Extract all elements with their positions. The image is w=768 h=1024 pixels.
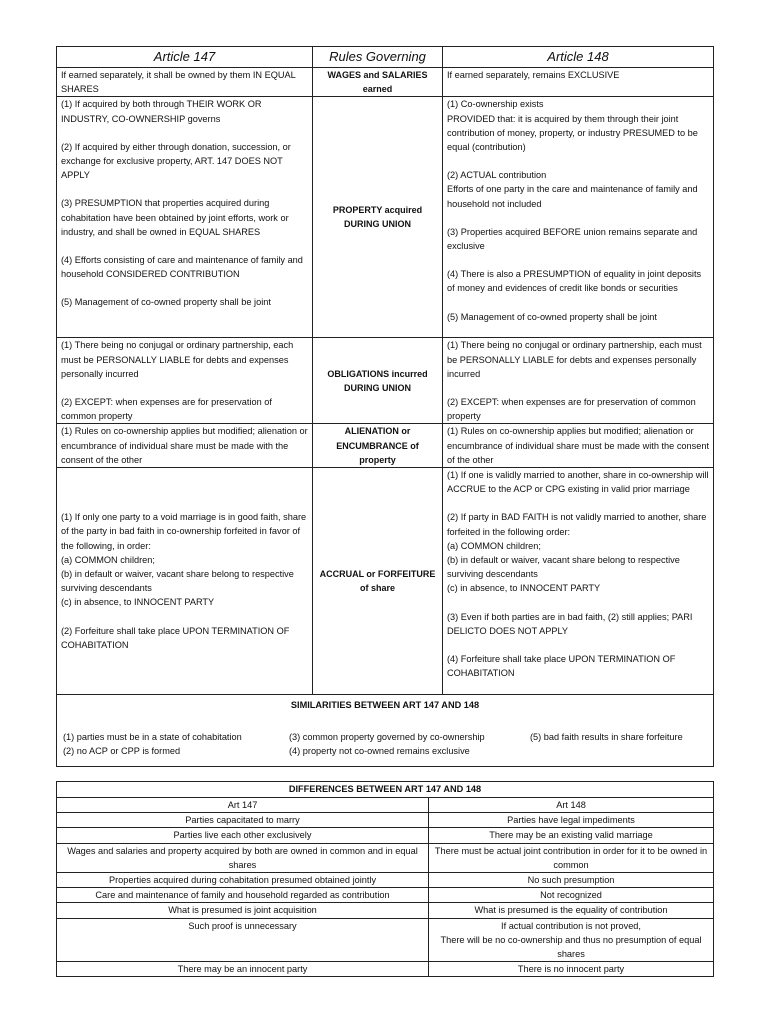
differences-header-art148: Art 148 [429,798,714,813]
similarities-list [57,712,713,766]
difference-art148: There may be an existing valid marriage [429,828,714,843]
property-art147-point-1: (1) If acquired by both through THEIR WORK OR INDUSTRY, CO-OWNERSHIP governs [61,99,262,124]
wages-art147: If earned separately, it shall be owned by them IN EQUAL SHARES [57,68,313,97]
table-row [57,828,714,843]
property-art148-point-3: (3) Properties acquired BEFORE union remains separate and exclusive [447,226,698,252]
row-property [57,97,714,338]
property-art148-point-5: (5) Management of co-owned property shall be joint [447,311,657,322]
differences-table [56,781,714,977]
difference-art147: Such proof is unnecessary [57,918,429,962]
accrual-art147-point-1: (1) If only one party to a void marriage is in good faith, share of the party in bad faith in co-ownership forfeited in favor of the following, in order: (a) COMMON children; (b) in default or waiver, vacant share belong to respective surviving descendants (c) in absence, to INNOCENT PARTY [61,512,307,608]
difference-art147: What is presumed is joint acquisition [57,903,429,918]
property-art147 [57,97,313,338]
row-accrual [57,468,714,695]
differences-title-row [57,782,714,798]
difference-art147: Care and maintenance of family and household regarded as contribution [57,888,429,903]
comparison-document [56,46,713,977]
table-row [57,843,714,872]
obligations-art148-point-1: (1) There being no conjugal or ordinary partnership, each must be PERSONALLY LIABLE for debts and expenses personally incurred [447,340,702,379]
table-row [57,813,714,828]
similarities-section [57,695,714,767]
header-article-148: Article 148 [443,47,714,68]
table-row [57,903,714,918]
accrual-art148-point-4: (4) Forfeiture shall take place UPON TERMINATION OF COHABITATION [447,654,676,679]
wages-art148: If earned separately, remains EXCLUSIVE [443,68,714,97]
obligations-art147 [57,338,313,424]
property-art148-point-2: (2) ACTUAL contribution Efforts of one party in the care and maintenance of family and household not included [447,170,698,209]
accrual-art148-point-3: (3) Even if both parties are in bad faith, (2) still applies; PARI DELICTO DOES NOT APPLY [447,611,693,636]
alienation-art147: (1) Rules on co-ownership applies but modified; alienation or encumbrance of individual share must be made with the consent of the other [57,424,313,468]
row-alienation [57,424,714,468]
obligations-art147-point-2: (2) EXCEPT: when expenses are for preservation of common property [61,397,272,422]
property-art148-point-1: (1) Co-ownership exists PROVIDED that: it is acquired by them through their joint contribution of money, property, or industry PRESUMED to be equal (contribution) [447,99,698,153]
property-art148-point-4: (4) There is also a PRESUMPTION of equality in joint deposits of money and evidences of credit like bonds or securities [447,269,702,294]
difference-art148: There is no innocent party [429,962,714,977]
differences-header-art147: Art 147 [57,798,429,813]
difference-art148: Parties have legal impediments [429,813,714,828]
similarity-item: (4) property not co-owned remains exclusive [289,746,470,757]
similarity-item: (3) common property governed by co-ownership [289,732,485,743]
main-comparison-table [56,46,714,767]
property-art147-point-4: (4) Efforts consisting of care and maintenance of family and household CONSIDERED CONTRIBUTION [61,255,303,280]
wages-rule: WAGES and SALARIES earned [313,68,443,97]
property-art147-point-2: (2) If acquired by either through donation, succession, or exchange for exclusive property, ART. 147 DOES NOT APPLY [61,141,291,181]
similarity-item: (2) no ACP or CPP is formed [63,746,181,757]
table-row [57,962,714,977]
row-obligations [57,338,714,424]
header-article-147: Article 147 [57,47,313,68]
property-rule: PROPERTY acquired DURING UNION [313,97,443,338]
property-art147-point-5: (5) Management of co-owned property shall be joint [61,297,271,308]
obligations-art148 [443,338,714,424]
difference-art148: Not recognized [429,888,714,903]
difference-art147: Wages and salaries and property acquired by both are owned in common and in equal shares [57,843,429,872]
property-art148 [443,97,714,338]
similarity-item: (1) parties must be in a state of cohabitation [63,732,242,743]
differences-header-row [57,798,714,813]
similarity-item: (5) bad faith results in share forfeiture [530,732,683,743]
accrual-art148-point-1: (1) If one is validly married to another, share in co-ownership will ACCRUE to the ACP or CPG existing in valid prior marriage [447,470,709,495]
row-wages [57,68,714,97]
difference-art147: Parties capacitated to marry [57,813,429,828]
accrual-art148-point-2: (2) If party in BAD FAITH is not validly married to another, share forfeited in the following order: (a) COMMON children; (b) in default or waiver, vacant share belong to respective surviving descendants (c) in absence, to INNOCENT PARTY [447,512,707,594]
difference-art147: There may be an innocent party [57,962,429,977]
difference-art148: There must be actual joint contribution in order for it to be owned in common [429,843,714,872]
obligations-rule: OBLIGATIONS incurred DURING UNION [313,338,443,424]
obligations-art147-point-1: (1) There being no conjugal or ordinary partnership, each must be PERSONALLY LIABLE for debts and expenses personally incurred [61,340,294,379]
difference-art148: No such presumption [429,873,714,888]
accrual-art147-point-2: (2) Forfeiture shall take place UPON TERMINATION OF COHABITATION [61,625,290,650]
table-row [57,873,714,888]
accrual-art148 [443,468,714,695]
header-rules-governing: Rules Governing [313,47,443,68]
table-row [57,888,714,903]
header-row [57,47,714,68]
difference-art147: Properties acquired during cohabitation presumed obtained jointly [57,873,429,888]
obligations-art148-point-2: (2) EXCEPT: when expenses are for preservation of common property [447,397,696,422]
property-art147-point-3: (3) PRESUMPTION that properties acquired during cohabitation have been obtained by joint efforts, work or industry, and shall be owned in EQUAL SHARES [61,198,289,237]
alienation-rule: ALIENATION or ENCUMBRANCE of property [313,424,443,468]
accrual-rule: ACCRUAL or FORFEITURE of share [313,468,443,695]
difference-art148: What is presumed is the equality of contribution [429,903,714,918]
accrual-art147 [57,468,313,695]
difference-art148: If actual contribution is not proved, There will be no co-ownership and thus no presumption of equal shares [429,918,714,962]
row-similarities [57,695,714,767]
difference-art147: Parties live each other exclusively [57,828,429,843]
table-row [57,918,714,962]
similarities-title: SIMILARITIES BETWEEN ART 147 AND 148 [290,700,480,711]
alienation-art148: (1) Rules on co-ownership applies but modified; alienation or encumbrance of individual share must be made with the consent of the other [443,424,714,468]
differences-title: DIFFERENCES BETWEEN ART 147 AND 148 [57,782,714,798]
